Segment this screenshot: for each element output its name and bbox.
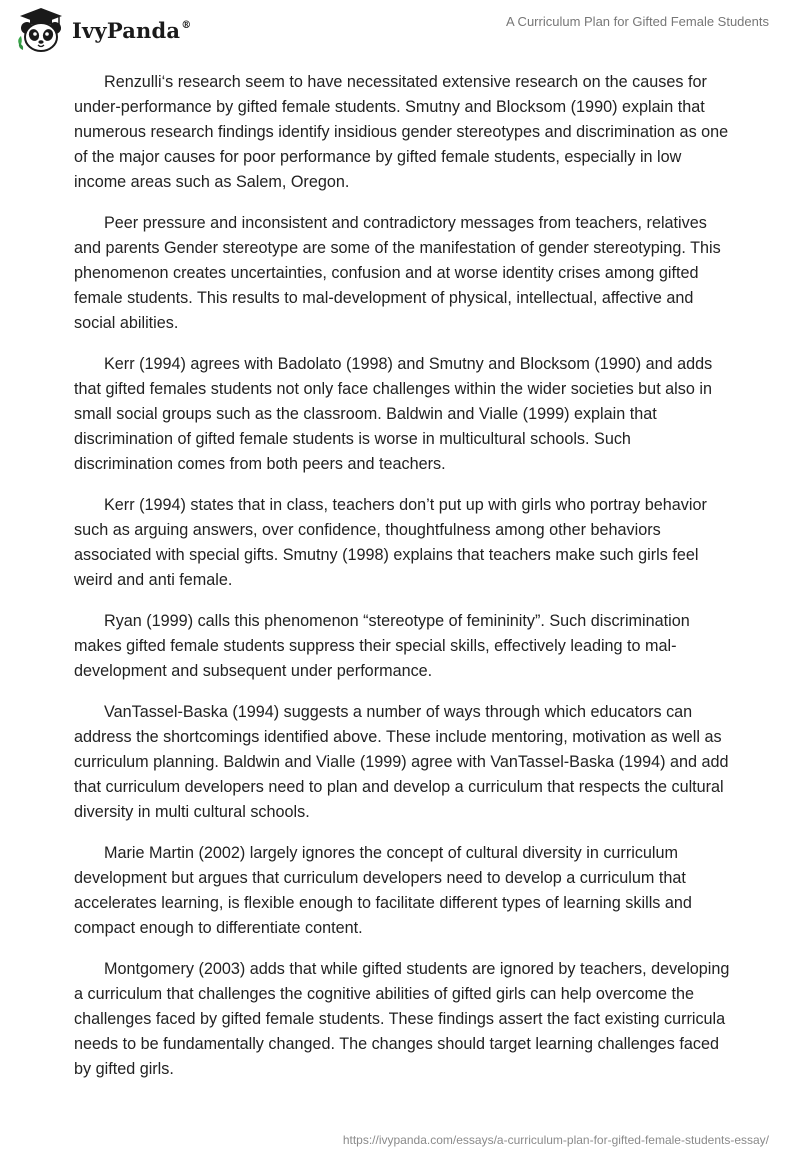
document-title: A Curriculum Plan for Gifted Female Students bbox=[505, 14, 769, 29]
paragraph: Marie Martin (2002) largely ignores the concept of cultural diversity in curriculum development but argues that curriculum developers need to develop a curriculum that accelerates learning, is flexible enough to facilitate different types of learning skills and compact enough to differentiate content. bbox=[74, 844, 692, 937]
paragraph: VanTassel-Baska (1994) suggests a number of ways through which educators can address the shortcomings identified above. These include mentoring, motivation as well as curriculum planning. Baldwin and Vialle (1999) agree with VanTassel-Baska (1994) and add that curriculum developers need to plan and develop a curriculum that respects the cultural diversity in multi cultural schools. bbox=[74, 703, 729, 821]
paragraph: Kerr (1994) states that in class, teachers don’t put up with girls who portray behavior such as arguing answers, over confidence, thoughtfulness among other behaviors associated with special gifts. Smutny (1998) explains that teachers make such girls feel weird and anti female. bbox=[74, 496, 707, 589]
brand-name: IvyPanda® bbox=[72, 17, 192, 43]
paragraph: Peer pressure and inconsistent and contradictory messages from teachers, relatives and parents Gender stereotype are some of the manifestation of gender stereotyping. This phenomenon creates uncertainties, confusion and at worse identity crises among gifted female students. This results to mal-development of physical, intellectual, affective and social abilities. bbox=[74, 214, 721, 332]
paragraph: Kerr (1994) agrees with Badolato (1998) and Smutny and Blocksom (1990) and adds that gifted females students not only face challenges within the wider societies but also in small social groups such as the classroom. Baldwin and Vialle (1999) explain that discrimination of gifted female students is worse in multicultural schools. Such discrimination comes from both peers and teachers. bbox=[74, 355, 713, 473]
paragraph: Ryan (1999) calls this phenomenon “stereotype of femininity”. Such discrimination makes gifted female students suppress their special skills, effectively leading to mal-development and subsequent under performance. bbox=[74, 612, 690, 680]
panda-mascot-icon bbox=[14, 6, 68, 54]
ivypanda-logo[interactable] bbox=[14, 6, 191, 54]
essay-body bbox=[74, 70, 734, 1098]
paragraph: Montgomery (2003) adds that while gifted students are ignored by teachers, developing a curriculum that challenges the cognitive abilities of gifted girls can help overcome the challenges faced by gifted female students. These findings assert the fact existing curricula needs to be fundamentally changed. The changes should target learning challenges faced by gifted girls. bbox=[74, 960, 730, 1078]
paragraph: Renzulli‘s research seem to have necessitated extensive research on the causes for under-performance by gifted female students. Smutny and Blocksom (1990) explain that numerous research findings identify insidious gender stereotypes and discrimination as one of the major causes for poor performance by gifted female students, especially in low income areas such as Salem, Oregon. bbox=[74, 73, 729, 191]
source-url[interactable]: https://ivypanda.com/essays/a-curriculum-plan-for-gifted-female-students-essay/ bbox=[342, 1133, 769, 1147]
page-header bbox=[0, 0, 800, 60]
